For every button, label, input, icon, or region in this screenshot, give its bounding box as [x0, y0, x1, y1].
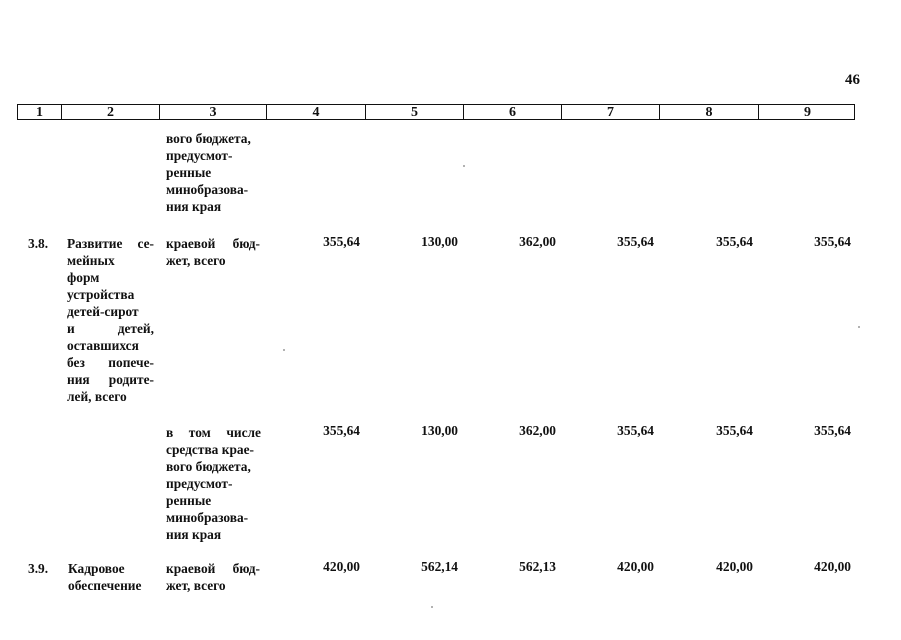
source-line: вого бюджета,: [166, 459, 251, 474]
header-col-2: 2: [61, 105, 159, 119]
scan-speck: [463, 165, 465, 167]
header-col-3: 3: [159, 105, 266, 119]
continuation-source-cell: [166, 130, 266, 215]
source-line: краевой бюд-: [166, 561, 260, 576]
value-col-8: 355,64: [716, 423, 753, 438]
row-source-cell: [166, 235, 260, 269]
value-col-9: 355,64: [814, 423, 851, 438]
source-line: ния края: [166, 199, 222, 214]
value-col-7: 355,64: [617, 234, 654, 249]
source-line: ренные: [166, 165, 212, 180]
value-col-6: 562,13: [519, 559, 556, 574]
name-line: устройства: [67, 287, 135, 302]
source-line: ния края: [166, 527, 222, 542]
source-line: предусмот-: [166, 148, 233, 163]
value-col-7: 355,64: [617, 423, 654, 438]
page-number: 46: [845, 72, 860, 88]
value-col-7: 420,00: [617, 559, 654, 574]
source-line: краевой бюд-: [166, 236, 260, 251]
value-col-8: 420,00: [716, 559, 753, 574]
header-col-7: 7: [561, 105, 659, 119]
value-col-4: 420,00: [323, 559, 360, 574]
value-col-4: 355,64: [323, 234, 360, 249]
value-col-5: 562,14: [421, 559, 458, 574]
name-line: детей-сирот: [67, 304, 139, 319]
value-col-9: 355,64: [814, 234, 851, 249]
row-source-cell: [166, 424, 261, 543]
name-line: мейных: [67, 253, 115, 268]
scan-speck: [431, 606, 433, 608]
header-col-6: 6: [463, 105, 561, 119]
name-line: оставшихся: [67, 338, 139, 353]
row-source-cell: [166, 560, 260, 594]
table-header-row: [17, 104, 855, 120]
name-line: Кадровое: [68, 561, 125, 576]
name-line: без попече-: [67, 355, 154, 370]
source-line: жет, всего: [166, 253, 226, 268]
scan-speck: [283, 349, 285, 351]
name-line: обеспечение: [68, 578, 142, 593]
row-number: 3.9.: [28, 561, 49, 576]
source-line: в том числе: [166, 425, 261, 440]
source-line: минобразова-: [166, 182, 249, 197]
value-col-6: 362,00: [519, 423, 556, 438]
row-name-cell: [67, 235, 154, 405]
header-col-9: 9: [758, 105, 856, 119]
name-line: форм: [67, 270, 100, 285]
header-col-1: 1: [36, 105, 43, 120]
name-line: и детей,: [67, 321, 154, 336]
row-name-cell: [68, 560, 155, 594]
header-col-4: 4: [266, 105, 365, 119]
header-col-5: 5: [365, 105, 463, 119]
value-col-8: 355,64: [716, 234, 753, 249]
row-number: 3.8.: [28, 236, 49, 251]
value-col-4: 355,64: [323, 423, 360, 438]
value-col-9: 420,00: [814, 559, 851, 574]
source-line: ренные: [166, 493, 212, 508]
header-col-8: 8: [659, 105, 758, 119]
name-line: Развитие се-: [67, 236, 154, 251]
name-line: ния родите-: [67, 372, 154, 387]
scan-speck: [858, 326, 860, 328]
source-line: вого бюджета,: [166, 131, 251, 146]
source-line: минобразова-: [166, 510, 249, 525]
source-line: средства крае-: [166, 442, 254, 457]
value-col-5: 130,00: [421, 234, 458, 249]
source-line: предусмот-: [166, 476, 233, 491]
source-line: жет, всего: [166, 578, 226, 593]
value-col-6: 362,00: [519, 234, 556, 249]
name-line: лей, всего: [67, 389, 127, 404]
value-col-5: 130,00: [421, 423, 458, 438]
